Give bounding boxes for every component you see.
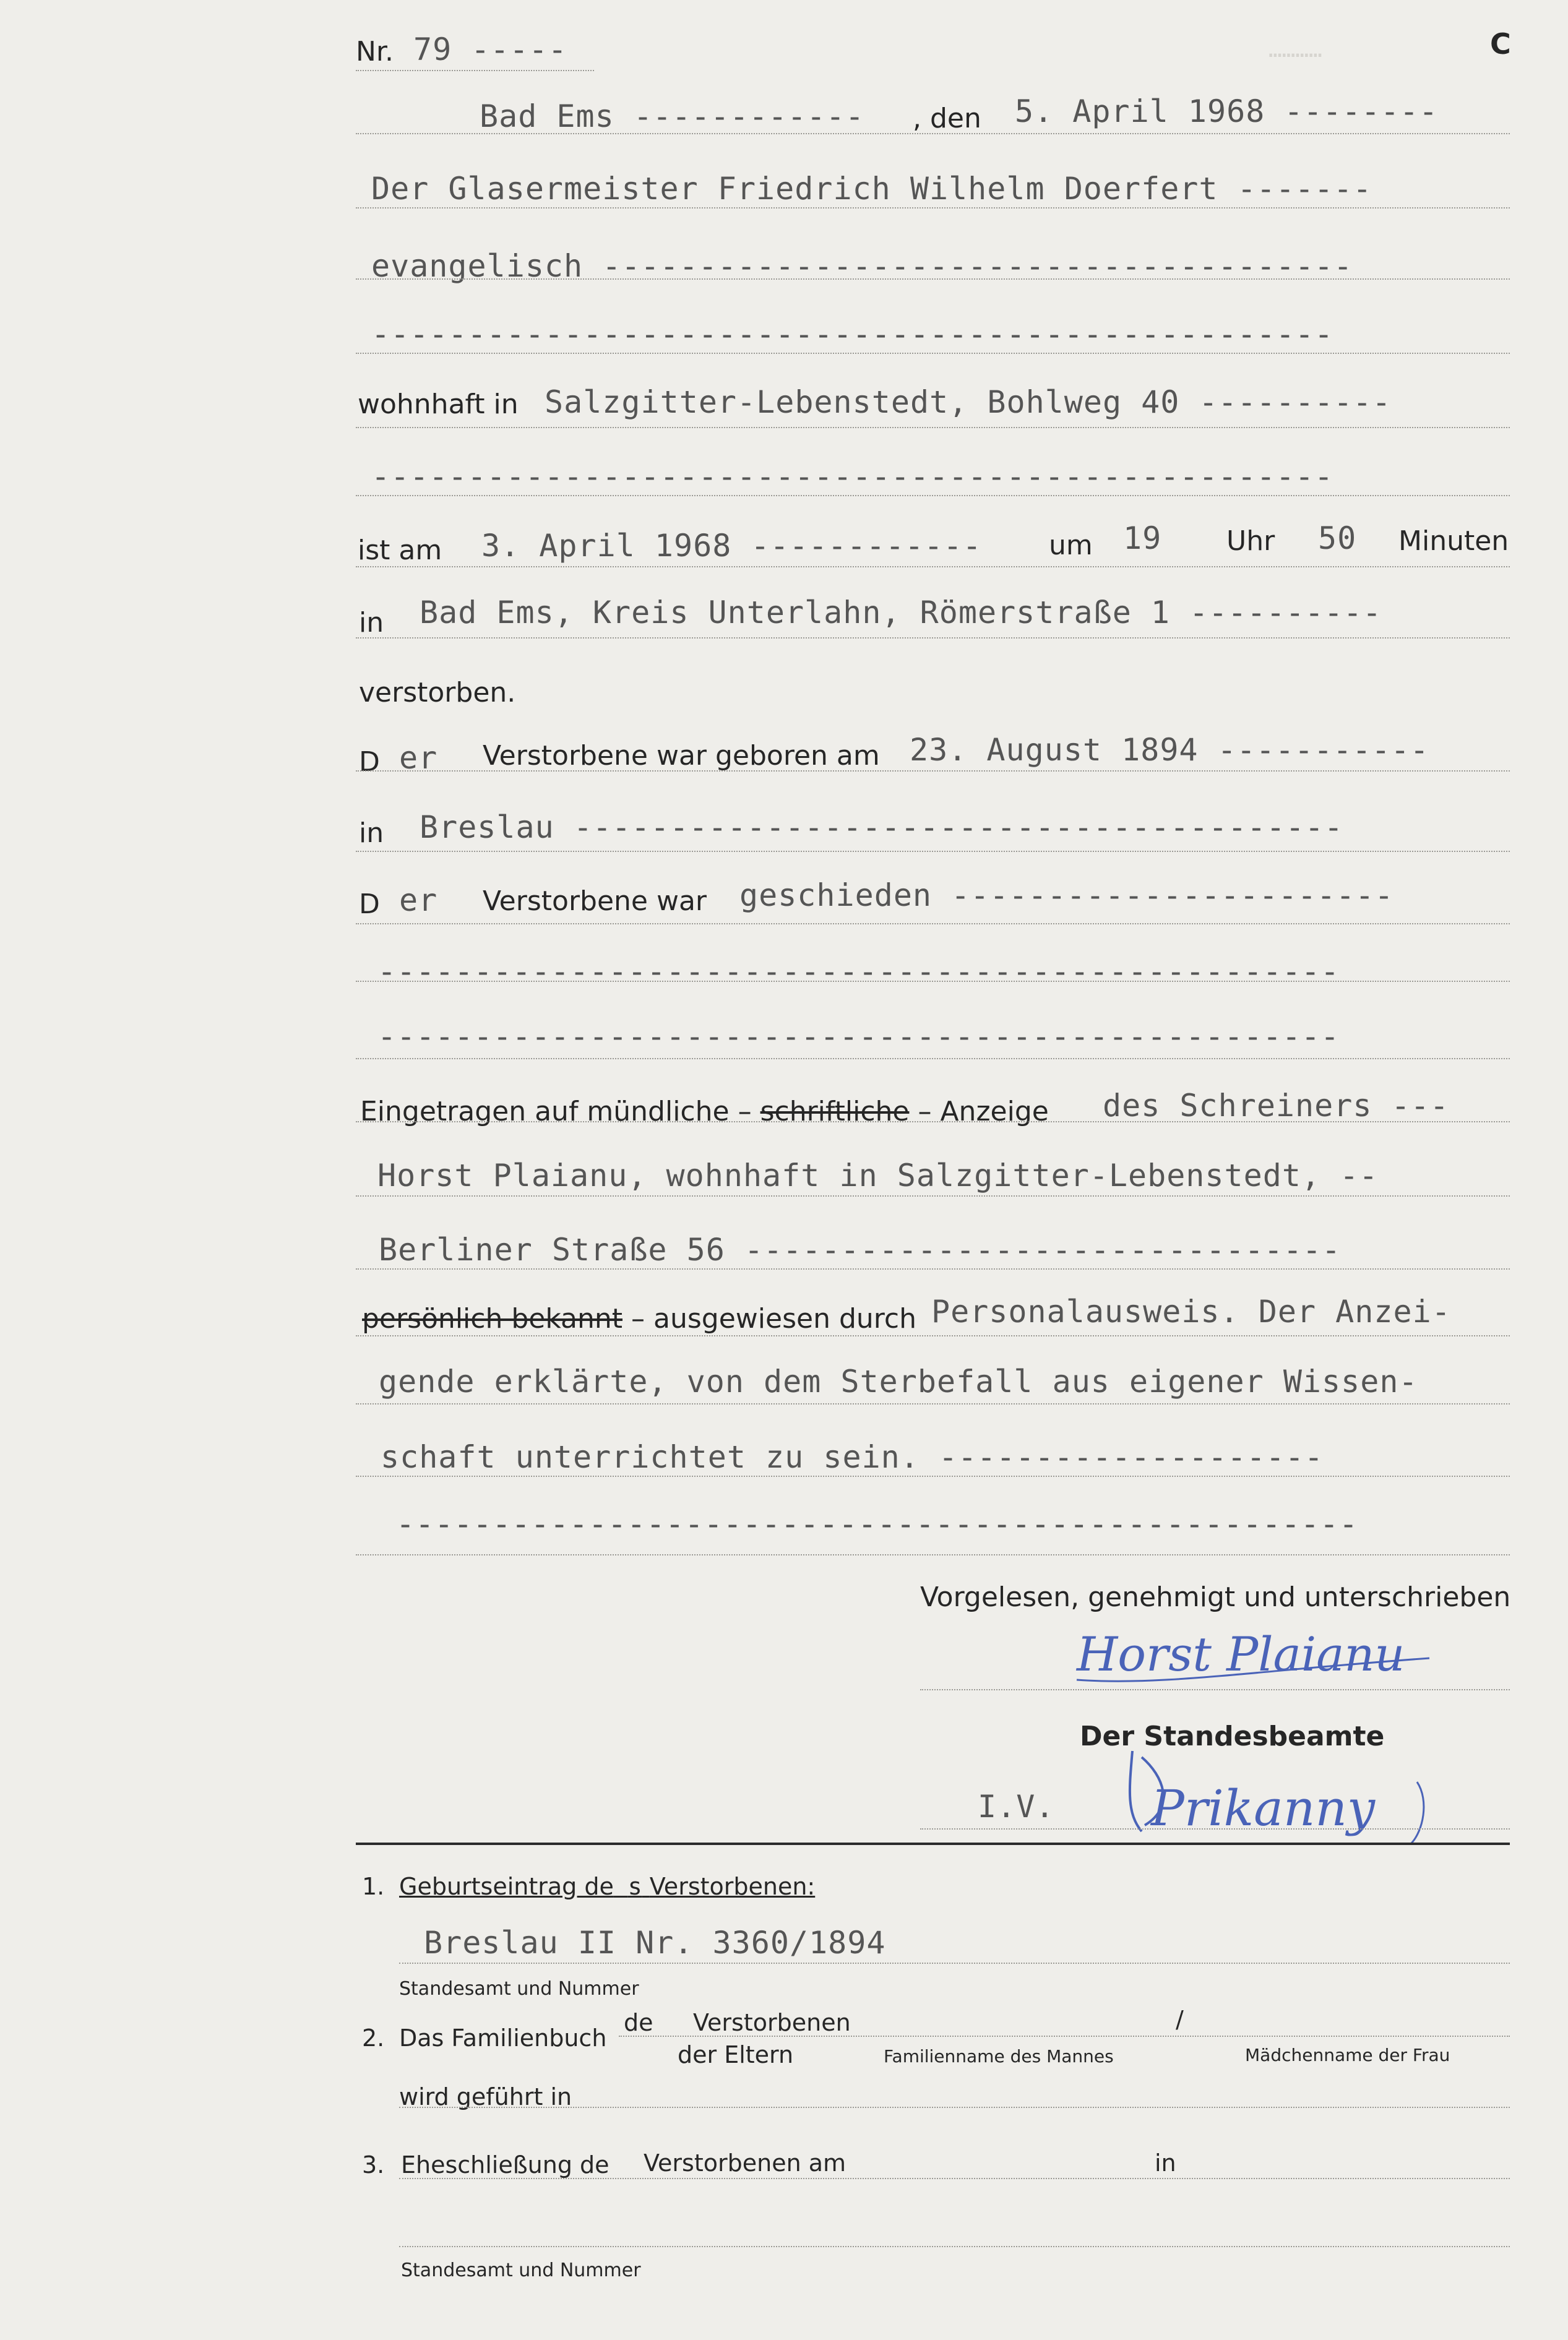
blank-line-1: -------------------------------------------------- (371, 316, 1334, 352)
item3-number: 3. (362, 2151, 385, 2179)
status-er: er (399, 882, 438, 918)
entry-number-label: Nr. (356, 36, 394, 67)
registration-value-1: des Schreiners --- (1103, 1088, 1449, 1124)
birth-d-label: D (359, 746, 380, 778)
item1-caption: Standesamt und Nummer (399, 1978, 639, 2000)
status-value: geschieden ----------------------- (739, 877, 1394, 913)
corner-letter: C (1490, 27, 1511, 61)
item3-label: Eheschließung de (401, 2151, 610, 2179)
signature-registrar (1108, 1739, 1454, 1850)
registration-blank-line: -------------------------------------------------- (396, 1506, 1359, 1542)
registration-struck: schriftliche (760, 1096, 910, 1127)
place: Bad Ems ------------ (480, 98, 865, 134)
iv-label: I.V. (978, 1789, 1055, 1825)
read-approved-line: Vorgelesen, genehmigt und unterschrieben (920, 1581, 1511, 1613)
item1-number: 1. (362, 1873, 385, 1900)
date: 5. April 1968 -------- (1015, 93, 1439, 129)
bleed-through: ………… (1269, 37, 1322, 62)
section-divider (356, 1843, 1510, 1845)
item1-label: Geburtseintrag de s Verstorbenen: (399, 1873, 816, 1900)
item2-de: de (624, 2009, 653, 2036)
person-line: Der Glasermeister Friedrich Wilhelm Doerfert ------- (371, 171, 1372, 207)
identification-value: Personalausweis. Der Anzei- (931, 1294, 1451, 1330)
blank-line-3: -------------------------------------------------- (377, 953, 1340, 989)
residence-label: wohnhaft in (358, 389, 519, 420)
registration-value-3: Berliner Straße 56 ------------------------------- (379, 1232, 1342, 1268)
entry-number-value: 79 ----- (413, 32, 567, 67)
registrar-label: Der Standesbeamte (1080, 1721, 1385, 1752)
uhr-label: Uhr (1226, 525, 1275, 557)
identification-label: persönlich bekannt – ausgewiesen durch (362, 1303, 916, 1335)
death-minutes: 50 (1318, 520, 1357, 556)
signature-1-text: Horst Plaianu (1077, 1627, 1405, 1682)
registration-value-5: schaft unterrichtet zu sein. -------------------- (381, 1439, 1324, 1475)
blank-line-4: -------------------------------------------------- (377, 1018, 1340, 1054)
item2-eltern: der Eltern (678, 2041, 794, 2068)
den-label: , den (913, 103, 981, 134)
registration-label-1: Eingetragen auf mündliche – schriftliche – Anzeige (360, 1096, 1049, 1127)
item2-caption-husband: Familienname des Mannes (884, 2046, 1114, 2067)
item2-verstorbenen: Verstorbenen (693, 2009, 851, 2036)
registration-value-4: gende erklärte, von dem Sterbefall aus eigener Wissen- (379, 1364, 1418, 1400)
verstorben-label: verstorben. (359, 677, 516, 708)
death-place: Bad Ems, Kreis Unterlahn, Römerstraße 1 ---------- (420, 595, 1382, 630)
blank-line-2: -------------------------------------------------- (371, 458, 1334, 494)
signature-horst-plaianu (1070, 1621, 1442, 1695)
minuten-label: Minuten (1398, 525, 1509, 557)
birth-label: Verstorbene war geboren am (483, 740, 880, 772)
death-hour: 19 (1123, 520, 1162, 556)
item2-number: 2. (362, 2024, 385, 2052)
registration-value-2: Horst Plaianu, wohnhaft in Salzgitter-Lebenstedt, -- (377, 1158, 1379, 1194)
item3-in-label: in (1155, 2149, 1176, 2177)
item3-caption: Standesamt und Nummer (401, 2260, 641, 2281)
religion-line: evangelisch --------------------------------------- (371, 248, 1353, 284)
status-label: Verstorbene war (483, 885, 707, 917)
status-d-label: D (359, 888, 380, 920)
residence-value: Salzgitter-Lebenstedt, Bohlweg 40 ---------- (545, 384, 1392, 420)
birth-er: er (399, 740, 438, 776)
item3-verstorbenen-am: Verstorbenen am (644, 2149, 846, 2177)
birth-place-label: in (359, 817, 384, 849)
death-date: 3. April 1968 ------------ (481, 528, 982, 564)
um-label: um (1049, 530, 1093, 561)
item2-label: Das Familienbuch (399, 2024, 607, 2052)
birth-date: 23. August 1894 ----------- (910, 732, 1429, 768)
identification-struck: persönlich bekannt (362, 1303, 623, 1335)
item2-wird-label: wird geführt in (399, 2083, 572, 2110)
item1-value: Breslau II Nr. 3360/1894 (424, 1925, 886, 1961)
birth-place: Breslau ---------------------------------------- (420, 809, 1343, 845)
item2-caption-wife: Mädchenname der Frau (1245, 2045, 1450, 2065)
death-place-label: in (359, 607, 384, 639)
death-date-label: ist am (358, 535, 442, 566)
signature-2-text: Prikanny (1151, 1779, 1376, 1837)
item2-slash: / (1176, 2006, 1184, 2033)
